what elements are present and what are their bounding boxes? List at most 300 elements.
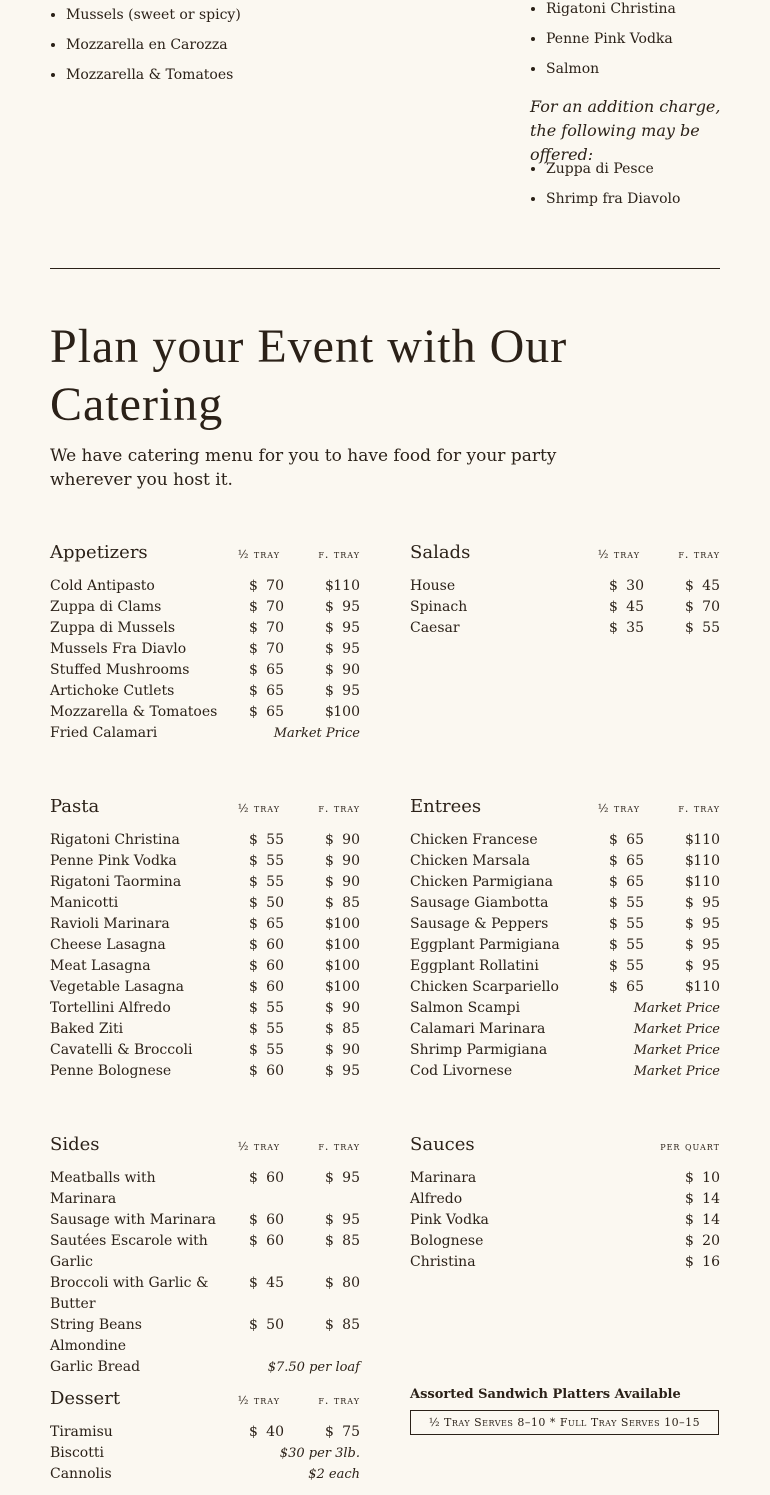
menu-item-name: Rigatoni Christina — [50, 832, 180, 848]
menu-item — [50, 597, 360, 618]
menu-item — [50, 1357, 360, 1378]
currency-symbol: $ — [325, 937, 334, 953]
price-amount: 40 — [266, 1424, 284, 1440]
menu-item — [50, 1168, 360, 1210]
menu-item-name: Meatballs with Marinara — [50, 1170, 156, 1207]
menu-item — [410, 1252, 720, 1273]
menu-item — [50, 830, 360, 851]
price-amount: 90 — [342, 1000, 360, 1016]
section-rows — [410, 1168, 720, 1273]
section-header — [50, 1134, 360, 1156]
column-header-half-tray: ½ tray — [237, 548, 280, 561]
menu-item-name: Christina — [410, 1254, 476, 1270]
top-right-list — [530, 0, 750, 90]
menu-item — [50, 660, 360, 681]
currency-symbol: $ — [609, 620, 618, 636]
menu-item-note: Market Price — [633, 1022, 720, 1037]
currency-symbol: $ — [249, 979, 258, 995]
catering-description: We have catering menu for you to have food for your party wherever you host it. — [50, 446, 557, 490]
menu-item-name: Shrimp Parmigiana — [410, 1042, 548, 1058]
currency-symbol: $ — [325, 641, 334, 657]
menu-item-name: Cavatelli & Broccoli — [50, 1042, 193, 1058]
menu-item-name: Sautées Escarole with Garlic — [50, 1233, 208, 1270]
menu-item — [410, 1210, 720, 1231]
price-amount: 45 — [702, 578, 720, 594]
price-amount: 80 — [342, 1275, 360, 1291]
price-amount: 55 — [626, 916, 644, 932]
section-title: Appetizers — [50, 542, 148, 563]
divider — [50, 268, 720, 269]
price-amount: 10 — [702, 1170, 720, 1186]
menu-item-name: Penne Bolognese — [50, 1063, 172, 1079]
price-amount: 70 — [266, 578, 284, 594]
currency-symbol: $ — [249, 1424, 258, 1440]
menu-item — [410, 935, 720, 956]
currency-symbol: $ — [325, 979, 334, 995]
price-amount: 65 — [266, 916, 284, 932]
menu-item-name: Fried Calamari — [50, 725, 158, 741]
menu-item — [50, 1061, 360, 1082]
price-amount: 90 — [342, 853, 360, 869]
currency-symbol: $ — [249, 1317, 258, 1333]
price-amount: 65 — [266, 662, 284, 678]
section-header — [410, 1134, 720, 1156]
currency-symbol: $ — [325, 832, 334, 848]
price-amount: 45 — [626, 599, 644, 615]
currency-symbol: $ — [685, 1233, 694, 1249]
price-amount: 55 — [626, 937, 644, 953]
price-amount: 55 — [266, 853, 284, 869]
menu-item-name: Ravioli Marinara — [50, 916, 170, 932]
currency-symbol: $ — [325, 1021, 334, 1037]
currency-symbol: $ — [609, 599, 618, 615]
currency-symbol: $ — [249, 683, 258, 699]
currency-symbol: $ — [325, 1317, 334, 1333]
price-amount: 100 — [333, 704, 360, 720]
column-header-full-tray: f. tray — [318, 1394, 360, 1407]
menu-item — [410, 998, 720, 1019]
price-amount: 60 — [266, 1233, 284, 1249]
menu-item — [50, 618, 360, 639]
menu-item-note: $30 per 3lb. — [279, 1446, 360, 1461]
menu-section-dessert — [50, 1388, 360, 1485]
price-amount: 95 — [702, 958, 720, 974]
price-amount: 95 — [342, 1212, 360, 1228]
price-amount: 95 — [702, 916, 720, 932]
currency-symbol: $ — [249, 832, 258, 848]
price-amount: 55 — [702, 620, 720, 636]
menu-item — [50, 1443, 360, 1464]
menu-section-pasta — [50, 796, 360, 1082]
price-amount: 14 — [702, 1191, 720, 1207]
price-amount: 110 — [693, 874, 720, 890]
column-header-full-tray: f. tray — [318, 802, 360, 815]
menu-item — [410, 914, 720, 935]
currency-symbol: $ — [249, 704, 258, 720]
currency-symbol: $ — [249, 1233, 258, 1249]
price-amount: 55 — [266, 1000, 284, 1016]
menu-item-name: Cod Livornese — [410, 1063, 513, 1079]
list-item: Mozzarella en Carozza — [50, 36, 350, 66]
menu-item-note: Market Price — [633, 1001, 720, 1016]
price-amount: 85 — [342, 1317, 360, 1333]
section-header — [50, 1388, 360, 1410]
price-amount: 70 — [266, 641, 284, 657]
currency-symbol: $ — [609, 979, 618, 995]
menu-item-name: Eggplant Rollatini — [410, 958, 539, 974]
currency-symbol: $ — [685, 1191, 694, 1207]
column-header-half-tray: ½ tray — [237, 802, 280, 815]
menu-item — [50, 914, 360, 935]
currency-symbol: $ — [249, 1212, 258, 1228]
currency-symbol: $ — [685, 832, 694, 848]
menu-item — [410, 851, 720, 872]
currency-symbol: $ — [609, 958, 618, 974]
section-header — [50, 796, 360, 818]
price-amount: 90 — [342, 874, 360, 890]
price-amount: 95 — [342, 683, 360, 699]
currency-symbol: $ — [249, 641, 258, 657]
menu-item — [50, 851, 360, 872]
currency-symbol: $ — [609, 578, 618, 594]
currency-symbol: $ — [325, 874, 334, 890]
price-amount: 35 — [626, 620, 644, 636]
menu-section-salads — [410, 542, 720, 639]
menu-item — [50, 1422, 360, 1443]
menu-item — [410, 872, 720, 893]
currency-symbol: $ — [249, 578, 258, 594]
price-amount: 100 — [333, 958, 360, 974]
price-amount: 95 — [702, 895, 720, 911]
section-rows — [50, 830, 360, 1082]
menu-item-name: Sausage & Peppers — [410, 916, 549, 932]
price-amount: 95 — [342, 1063, 360, 1079]
price-amount: 65 — [626, 832, 644, 848]
menu-item-note: $7.50 per loaf — [267, 1360, 360, 1375]
menu-item — [50, 956, 360, 977]
price-amount: 90 — [342, 662, 360, 678]
currency-symbol: $ — [325, 1042, 334, 1058]
price-amount: 55 — [266, 832, 284, 848]
price-amount: 90 — [342, 832, 360, 848]
column-header-half-tray: ½ tray — [237, 1140, 280, 1153]
currency-symbol: $ — [249, 1275, 258, 1291]
column-header-half-tray: ½ tray — [237, 1394, 280, 1407]
menu-item-name: Garlic Bread — [50, 1359, 141, 1375]
menu-item — [410, 1231, 720, 1252]
menu-item — [50, 1273, 360, 1315]
menu-item-name: Mozzarella & Tomatoes — [50, 704, 218, 720]
menu-item — [410, 1189, 720, 1210]
menu-item-name: Sausage with Marinara — [50, 1212, 216, 1228]
currency-symbol: $ — [609, 874, 618, 890]
menu-item-name: Biscotti — [50, 1445, 104, 1461]
price-amount: 70 — [266, 620, 284, 636]
currency-symbol: $ — [685, 620, 694, 636]
list-item: Penne Pink Vodka — [530, 30, 750, 60]
price-amount: 65 — [266, 704, 284, 720]
menu-item-name: Sausage Giambotta — [410, 895, 549, 911]
currency-symbol: $ — [325, 1233, 334, 1249]
currency-symbol: $ — [249, 599, 258, 615]
price-amount: 50 — [266, 895, 284, 911]
price-amount: 95 — [702, 937, 720, 953]
menu-item — [410, 1061, 720, 1082]
menu-item-name: House — [410, 578, 456, 594]
menu-item-name: String Beans Almondine — [50, 1317, 142, 1354]
price-amount: 70 — [702, 599, 720, 615]
price-amount: 16 — [702, 1254, 720, 1270]
currency-symbol: $ — [609, 832, 618, 848]
section-header — [410, 542, 720, 564]
currency-symbol: $ — [685, 599, 694, 615]
menu-item — [50, 576, 360, 597]
currency-symbol: $ — [685, 979, 694, 995]
column-header-full-tray: f. tray — [678, 802, 720, 815]
currency-symbol: $ — [325, 853, 334, 869]
section-title: Sauces — [410, 1134, 475, 1155]
currency-symbol: $ — [325, 916, 334, 932]
menu-item — [50, 723, 360, 744]
currency-symbol: $ — [249, 937, 258, 953]
menu-section-entrees — [410, 796, 720, 1082]
currency-symbol: $ — [249, 874, 258, 890]
price-amount: 95 — [342, 641, 360, 657]
currency-symbol: $ — [325, 1424, 334, 1440]
currency-symbol: $ — [325, 704, 334, 720]
menu-item-note: Market Price — [273, 726, 360, 741]
currency-symbol: $ — [685, 1212, 694, 1228]
price-amount: 14 — [702, 1212, 720, 1228]
currency-symbol: $ — [685, 937, 694, 953]
price-amount: 20 — [702, 1233, 720, 1249]
menu-item-name: Penne Pink Vodka — [50, 853, 177, 869]
section-title: Salads — [410, 542, 471, 563]
price-amount: 45 — [266, 1275, 284, 1291]
menu-item-name: Bolognese — [410, 1233, 484, 1249]
menu-item-name: Pink Vodka — [410, 1212, 489, 1228]
price-amount: 65 — [266, 683, 284, 699]
price-amount: 100 — [333, 979, 360, 995]
menu-item — [50, 1464, 360, 1485]
menu-item — [410, 893, 720, 914]
menu-item — [410, 1019, 720, 1040]
list-item: Zuppa di Pesce — [530, 160, 750, 190]
currency-symbol: $ — [325, 1275, 334, 1291]
menu-item — [410, 618, 720, 639]
price-amount: 50 — [266, 1317, 284, 1333]
menu-item — [410, 977, 720, 998]
menu-item-name: Manicotti — [50, 895, 119, 911]
price-amount: 95 — [342, 1170, 360, 1186]
price-amount: 75 — [342, 1424, 360, 1440]
menu-item-name: Chicken Parmigiana — [410, 874, 554, 890]
menu-item-name: Baked Ziti — [50, 1021, 124, 1037]
menu-item — [410, 956, 720, 977]
menu-item — [410, 597, 720, 618]
section-rows — [50, 1168, 360, 1378]
section-title: Sides — [50, 1134, 100, 1155]
currency-symbol: $ — [249, 1170, 258, 1186]
currency-symbol: $ — [325, 1000, 334, 1016]
menu-item-name: Caesar — [410, 620, 460, 636]
price-amount: 85 — [342, 1233, 360, 1249]
menu-item-name: Broccoli with Garlic & Butter — [50, 1275, 209, 1312]
section-rows — [50, 576, 360, 744]
currency-symbol: $ — [325, 620, 334, 636]
menu-item-name: Chicken Marsala — [410, 853, 531, 869]
currency-symbol: $ — [325, 578, 334, 594]
currency-symbol: $ — [249, 1021, 258, 1037]
currency-symbol: $ — [249, 662, 258, 678]
menu-item — [50, 1019, 360, 1040]
currency-symbol: $ — [685, 578, 694, 594]
addition-note: For an addition charge, the following may be offered: — [530, 97, 721, 164]
currency-symbol: $ — [685, 874, 694, 890]
currency-symbol: $ — [609, 916, 618, 932]
menu-item-name: Rigatoni Taormina — [50, 874, 182, 890]
price-amount: 95 — [342, 620, 360, 636]
menu-item-name: Stuffed Mushrooms — [50, 662, 190, 678]
currency-symbol: $ — [325, 1170, 334, 1186]
section-title: Entrees — [410, 796, 482, 817]
list-item: Shrimp fra Diavolo — [530, 190, 750, 220]
currency-symbol: $ — [325, 599, 334, 615]
currency-symbol: $ — [325, 662, 334, 678]
currency-symbol: $ — [609, 895, 618, 911]
section-rows — [50, 1422, 360, 1485]
section-rows — [410, 576, 720, 639]
menu-item — [410, 576, 720, 597]
menu-item-name: Tiramisu — [50, 1424, 113, 1440]
currency-symbol: $ — [325, 958, 334, 974]
menu-item-name: Eggplant Parmigiana — [410, 937, 560, 953]
list-item: Rigatoni Christina — [530, 0, 750, 30]
menu-item-name: Zuppa di Clams — [50, 599, 162, 615]
currency-symbol: $ — [685, 916, 694, 932]
menu-item-note: Market Price — [633, 1043, 720, 1058]
menu-item-name: Marinara — [410, 1170, 477, 1186]
price-amount: 60 — [266, 979, 284, 995]
menu-item — [50, 1231, 360, 1273]
currency-symbol: $ — [249, 958, 258, 974]
menu-item-name: Tortellini Alfredo — [50, 1000, 171, 1016]
menu-item — [50, 639, 360, 660]
menu-item-name: Zuppa di Mussels — [50, 620, 176, 636]
section-header — [50, 542, 360, 564]
currency-symbol: $ — [685, 958, 694, 974]
currency-symbol: $ — [249, 1042, 258, 1058]
price-amount: 65 — [626, 979, 644, 995]
menu-item-name: Cannolis — [50, 1466, 112, 1482]
list-item: Mozzarella & Tomatoes — [50, 66, 350, 96]
menu-item — [50, 1315, 360, 1357]
price-amount: 60 — [266, 1063, 284, 1079]
currency-symbol: $ — [249, 1000, 258, 1016]
price-amount: 55 — [626, 895, 644, 911]
menu-item-note: $2 each — [308, 1467, 360, 1482]
menu-section-appetizers — [50, 542, 360, 744]
menu-item — [50, 977, 360, 998]
price-amount: 110 — [693, 832, 720, 848]
currency-symbol: $ — [609, 853, 618, 869]
menu-item — [410, 830, 720, 851]
price-amount: 85 — [342, 895, 360, 911]
currency-symbol: $ — [249, 916, 258, 932]
price-amount: 55 — [626, 958, 644, 974]
menu-item-name: Salmon Scampi — [410, 1000, 521, 1016]
price-amount: 60 — [266, 1212, 284, 1228]
menu-item — [50, 893, 360, 914]
column-header-full-tray: f. tray — [318, 1140, 360, 1153]
currency-symbol: $ — [325, 683, 334, 699]
currency-symbol: $ — [685, 853, 694, 869]
price-amount: 65 — [626, 853, 644, 869]
menu-item — [410, 1040, 720, 1061]
section-header — [410, 796, 720, 818]
price-amount: 55 — [266, 874, 284, 890]
menu-item-name: Mussels Fra Diavlo — [50, 641, 187, 657]
menu-item — [50, 702, 360, 723]
currency-symbol: $ — [685, 1254, 694, 1270]
menu-item — [50, 1040, 360, 1061]
menu-item — [50, 998, 360, 1019]
section-title: Pasta — [50, 796, 100, 817]
menu-item-name: Chicken Francese — [410, 832, 538, 848]
menu-item — [410, 1168, 720, 1189]
currency-symbol: $ — [249, 1063, 258, 1079]
menu-section-sides — [50, 1134, 360, 1378]
menu-item-name: Chicken Scarpariello — [410, 979, 559, 995]
price-amount: 90 — [342, 1042, 360, 1058]
list-item: Salmon — [530, 60, 750, 90]
price-amount: 110 — [693, 853, 720, 869]
column-header-half-tray: ½ tray — [597, 802, 640, 815]
menu-item-name: Vegetable Lasagna — [50, 979, 185, 995]
menu-item-name: Alfredo — [410, 1191, 463, 1207]
menu-item-name: Cold Antipasto — [50, 578, 155, 594]
currency-symbol: $ — [249, 853, 258, 869]
price-amount: 55 — [266, 1042, 284, 1058]
price-amount: 100 — [333, 916, 360, 932]
menu-item-name: Calamari Marinara — [410, 1021, 546, 1037]
price-amount: 110 — [693, 979, 720, 995]
top-left-list — [50, 6, 350, 96]
price-amount: 70 — [266, 599, 284, 615]
menu-item — [50, 681, 360, 702]
menu-section-sauces — [410, 1134, 720, 1273]
menu-item-name: Artichoke Cutlets — [50, 683, 175, 699]
menu-item-name: Meat Lasagna — [50, 958, 151, 974]
menu-item — [50, 935, 360, 956]
price-amount: 85 — [342, 1021, 360, 1037]
price-amount: 60 — [266, 1170, 284, 1186]
price-amount: 60 — [266, 958, 284, 974]
price-amount: 65 — [626, 874, 644, 890]
currency-symbol: $ — [325, 895, 334, 911]
price-amount: 110 — [333, 578, 360, 594]
menu-item — [50, 872, 360, 893]
price-amount: 100 — [333, 937, 360, 953]
price-amount: 30 — [626, 578, 644, 594]
platters-title: Assorted Sandwich Platters Available — [410, 1387, 681, 1402]
currency-symbol: $ — [685, 1170, 694, 1186]
menu-item-note: Market Price — [633, 1064, 720, 1079]
currency-symbol: $ — [685, 895, 694, 911]
section-title: Dessert — [50, 1388, 121, 1409]
menu-item-name: Cheese Lasagna — [50, 937, 166, 953]
column-header-full-tray: f. tray — [678, 548, 720, 561]
